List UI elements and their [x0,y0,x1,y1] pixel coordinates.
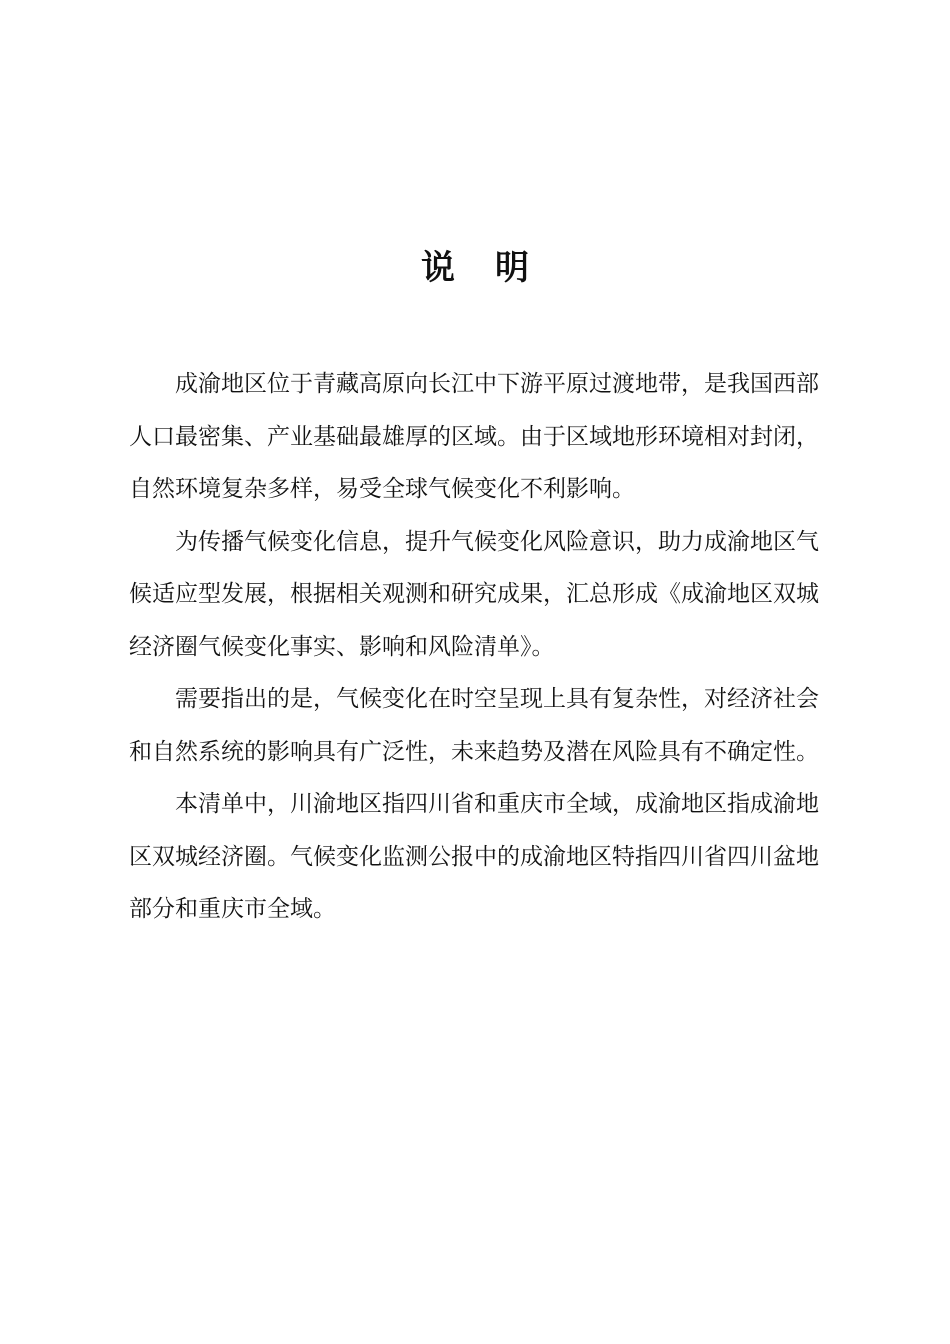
paragraph-caveat: 需要指出的是，气候变化在时空呈现上具有复杂性，对经济社会和自然系统的影响具有广泛性，未来趋势及潜在风险具有不确定性。 [129,686,819,765]
paragraph-intro: 成渝地区位于青藏高原向长江中下游平原过渡地带，是我国西部人口最密集、产业基础最雄厚的区域。由于区域地形环境相对封闭，自然环境复杂多样，易受全球气候变化不利影响。 [129,371,819,502]
paragraph-definitions: 本清单中，川渝地区指四川省和重庆市全域，成渝地区指成渝地区双城经济圈。气候变化监测公报中的成渝地区特指四川省四川盆地部分和重庆市全域。 [129,791,819,922]
document-body [129,358,819,936]
paragraph-purpose: 为传播气候变化信息，提升气候变化风险意识，助力成渝地区气候适应型发展，根据相关观测和研究成果，汇总形成《成渝地区双城经济圈气候变化事实、影响和风险清单》。 [129,528,819,660]
page-title: 说明 [421,248,569,288]
